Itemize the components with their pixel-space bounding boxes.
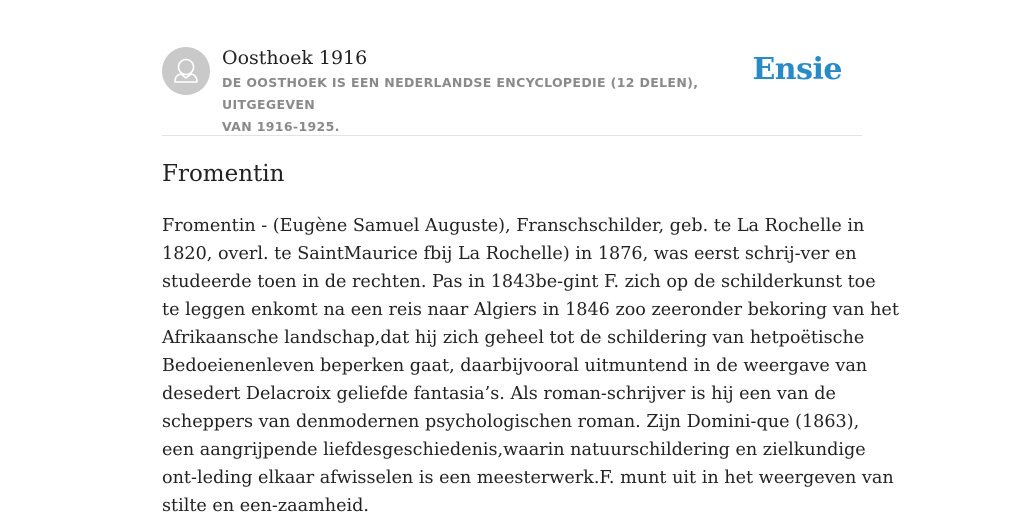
entry-body [162, 212, 899, 512]
ensie-logo-link[interactable]: Ensie [752, 52, 842, 87]
entry-body-line: ont-leding elkaar afwisselen is een meesterwerk.F. munt uit in het weergeven van [162, 468, 894, 488]
entry-body-line: Bedoeienenleven beperken gaat, daarbijvooral uitmuntend in de weergave van [162, 356, 868, 376]
entry-body-line: te leggen enkomt na een reis naar Algiers in 1846 zoo zeeronder bekoring van het [162, 300, 899, 320]
entry-body-line: stilte en een-zaamheid. [162, 496, 370, 512]
source-description-line: DE OOSTHOEK IS EEN NEDERLANDSE ENCYCLOPEDIE (12 DELEN), UITGEGEVEN [222, 75, 699, 112]
entry-body-line: studeerde toen in de rechten. Pas in 1843be-gint F. zich op de schilderkunst toe [162, 272, 876, 292]
entry-body-line: Afrikaansche landschap,dat hij zich geheel tot de schildering van hetpoëtische [162, 328, 865, 348]
entry-body-line: scheppers van denmodernen psychologischen roman. Zijn Domini-que (1863), [162, 412, 860, 432]
user-placeholder-icon[interactable] [162, 47, 210, 95]
entry-body-line: 1820, overl. te SaintMaurice fbij La Rochelle) in 1876, was eerst schrij-ver en [162, 244, 857, 264]
entry-title: Fromentin [162, 161, 285, 187]
source-description-line: VAN 1916-1925. [222, 119, 340, 134]
source-name-link[interactable]: Oosthoek 1916 [222, 47, 368, 69]
entry-body-line: desedert Delacroix geliefde fantasia’s. Als roman-schrijver is hij een van de [162, 384, 836, 404]
entry-body-line: een aangrijpende liefdesgeschiedenis,waarin natuurschildering en zielkundige [162, 440, 866, 460]
avatar-svg [162, 47, 210, 95]
source-header [162, 0, 862, 136]
entry-body-line: Fromentin - (Eugène Samuel Auguste), Franschschilder, geb. te La Rochelle in [162, 216, 865, 236]
page-container [162, 0, 899, 512]
source-description [222, 72, 762, 138]
